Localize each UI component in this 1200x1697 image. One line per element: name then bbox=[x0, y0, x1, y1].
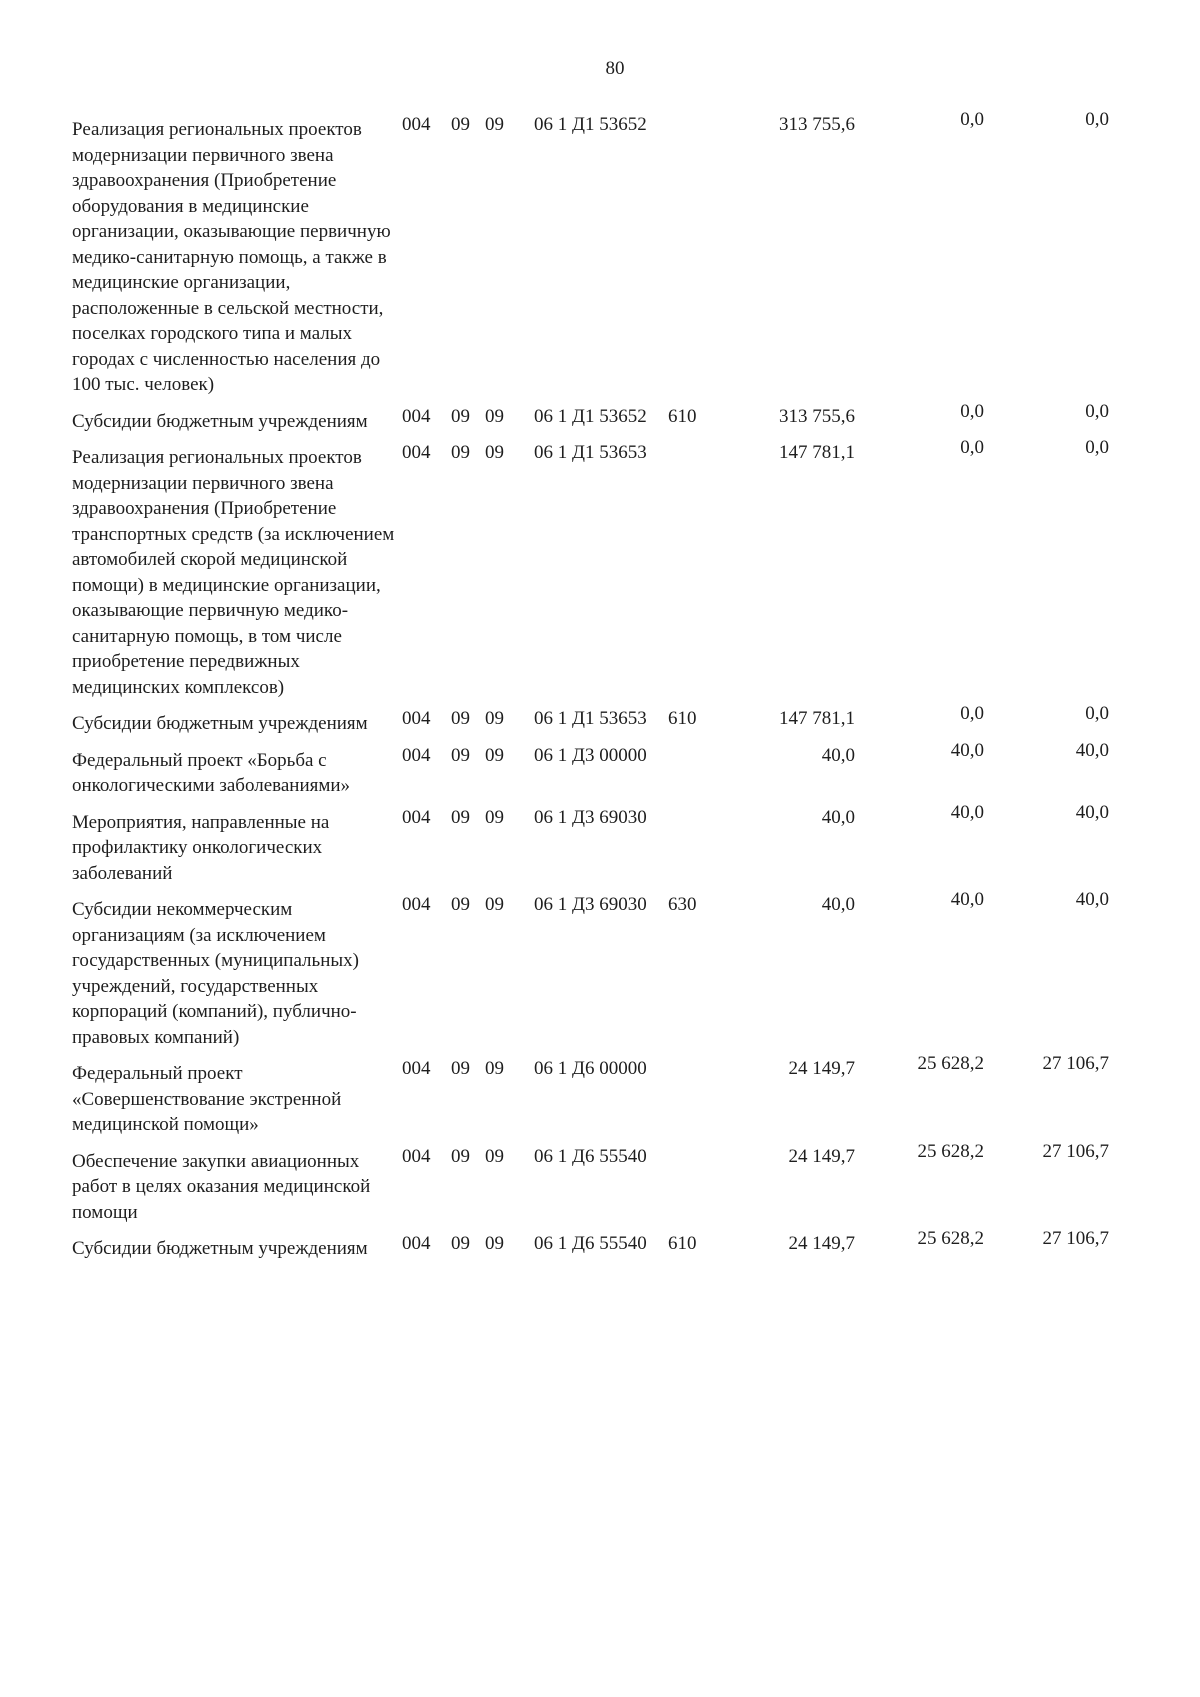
target-article-code: 06 1 Д6 55540 bbox=[534, 1233, 647, 1254]
ministry-code: 004 bbox=[402, 1145, 431, 1167]
table-row bbox=[72, 1056, 1162, 1144]
target-article-code: 06 1 Д1 53652 bbox=[534, 405, 647, 427]
ministry-code: 004 bbox=[402, 894, 431, 915]
section-code: 09 bbox=[451, 894, 470, 915]
subsection-code: 09 bbox=[485, 806, 504, 828]
target-article-code: 06 1 Д3 69030 bbox=[534, 806, 647, 828]
expense-type-code bbox=[668, 805, 724, 893]
section-code: 09 bbox=[451, 1058, 470, 1079]
amount-year-2: 0,0 bbox=[960, 109, 984, 130]
expense-type-code bbox=[668, 1144, 724, 1232]
subsection-code: 09 bbox=[485, 114, 504, 135]
target-article-code: 06 1 Д6 55540 bbox=[534, 1145, 647, 1167]
subsection-code: 09 bbox=[485, 1058, 504, 1079]
subsection-code: 09 bbox=[485, 405, 504, 427]
amount-year-3: 27 106,7 bbox=[1042, 1140, 1109, 1162]
amount-year-2: 0,0 bbox=[960, 400, 984, 422]
amount-year-2: 25 628,2 bbox=[917, 1140, 984, 1162]
expense-type-code bbox=[668, 440, 724, 706]
target-article-code: 06 1 Д1 53653 bbox=[534, 442, 647, 463]
amount-year-3: 27 106,7 bbox=[1042, 1053, 1109, 1074]
expense-type-code: 610 bbox=[668, 405, 697, 427]
ministry-code: 004 bbox=[402, 708, 431, 729]
section-code: 09 bbox=[451, 442, 470, 463]
amount-year-2: 25 628,2 bbox=[917, 1228, 984, 1249]
section-code: 09 bbox=[451, 405, 470, 427]
ministry-code: 004 bbox=[402, 1233, 431, 1254]
ministry-code: 004 bbox=[402, 744, 431, 766]
expense-type-code bbox=[668, 112, 724, 404]
ministry-code: 004 bbox=[402, 806, 431, 828]
row-description: Мероприятия, направленные на профилактику онкологических заболеваний bbox=[72, 811, 330, 884]
target-article-code: 06 1 Д6 00000 bbox=[534, 1058, 647, 1079]
row-description: Федеральный проект «Совершенствование экстренной медицинской помощи» bbox=[72, 1063, 342, 1135]
section-code: 09 bbox=[451, 114, 470, 135]
subsection-code: 09 bbox=[485, 894, 504, 915]
expense-type-code: 610 bbox=[668, 1233, 697, 1254]
row-description: Субсидии бюджетным учреждениям bbox=[72, 713, 368, 734]
row-description: Реализация региональных проектов модернизации первичного звена здравоохранения (Приобретение оборудования в медицинские организации, оказывающие первичную медико-санитарную помощь, а также в медицинские организации, расположенные в сельской местности, поселках городского типа и малых городах с численностью населения до 100 тыс. человек) bbox=[72, 119, 391, 395]
amount-year-1: 40,0 bbox=[821, 806, 855, 828]
row-description: Субсидии некоммерческим организациям (за исключением государственных (муниципальных) учреждений, государственных корпораций (компаний), публично-правовых компаний) bbox=[72, 899, 359, 1048]
amount-year-1: 313 755,6 bbox=[779, 114, 855, 135]
amount-year-3: 0,0 bbox=[1085, 703, 1109, 724]
budget-table-body bbox=[72, 109, 1162, 1268]
subsection-code: 09 bbox=[485, 1145, 504, 1167]
amount-year-1: 24 149,7 bbox=[788, 1233, 855, 1254]
ministry-code: 004 bbox=[402, 114, 431, 135]
section-code: 09 bbox=[451, 1145, 470, 1167]
row-description: Федеральный проект «Борьба с онкологическими заболеваниями» bbox=[72, 749, 351, 796]
row-description: Обеспечение закупки авиационных работ в целях оказания медицинской помощи bbox=[72, 1150, 371, 1223]
page-number: 80 bbox=[605, 58, 625, 79]
amount-year-2: 25 628,2 bbox=[917, 1053, 984, 1074]
amount-year-2: 40,0 bbox=[950, 739, 984, 761]
table-row bbox=[72, 892, 1162, 1056]
section-code: 09 bbox=[451, 1233, 470, 1254]
row-description: Субсидии бюджетным учреждениям bbox=[72, 410, 368, 432]
amount-year-3: 40,0 bbox=[1075, 801, 1109, 823]
amount-year-2: 40,0 bbox=[950, 889, 984, 910]
table-row bbox=[72, 805, 1162, 893]
amount-year-1: 147 781,1 bbox=[779, 442, 855, 463]
amount-year-1: 24 149,7 bbox=[788, 1145, 855, 1167]
subsection-code: 09 bbox=[485, 1233, 504, 1254]
row-description: Реализация региональных проектов модернизации первичного звена здравоохранения (Приобретение транспортных средств (за исключением автомобилей скорой медицинской помощи) в медицинские организации, оказывающие первичную медико-санитарную помощь, в том числе приобретение передвижных медицинских комплексов) bbox=[72, 447, 395, 698]
subsection-code: 09 bbox=[485, 442, 504, 463]
expense-type-code bbox=[668, 1056, 724, 1144]
target-article-code: 06 1 Д1 53653 bbox=[534, 708, 647, 729]
amount-year-2: 40,0 bbox=[950, 801, 984, 823]
target-article-code: 06 1 Д3 00000 bbox=[534, 744, 647, 766]
table-row bbox=[72, 440, 1162, 706]
section-code: 09 bbox=[451, 806, 470, 828]
ministry-code: 004 bbox=[402, 405, 431, 427]
table-row bbox=[72, 1144, 1162, 1232]
ministry-code: 004 bbox=[402, 442, 431, 463]
expense-type-code bbox=[668, 743, 724, 805]
amount-year-3: 0,0 bbox=[1085, 400, 1109, 422]
row-description: Субсидии бюджетным учреждениям bbox=[72, 1238, 368, 1259]
amount-year-3: 40,0 bbox=[1075, 889, 1109, 910]
amount-year-1: 40,0 bbox=[821, 744, 855, 766]
section-code: 09 bbox=[451, 708, 470, 729]
amount-year-1: 147 781,1 bbox=[779, 708, 855, 729]
amount-year-2: 0,0 bbox=[960, 437, 984, 458]
amount-year-1: 24 149,7 bbox=[788, 1058, 855, 1079]
table-row bbox=[72, 743, 1162, 805]
amount-year-1: 40,0 bbox=[821, 894, 855, 915]
expense-type-code: 610 bbox=[668, 708, 697, 729]
target-article-code: 06 1 Д1 53652 bbox=[534, 114, 647, 135]
subsection-code: 09 bbox=[485, 708, 504, 729]
amount-year-3: 27 106,7 bbox=[1042, 1228, 1109, 1249]
ministry-code: 004 bbox=[402, 1058, 431, 1079]
table-row bbox=[72, 1231, 1162, 1268]
amount-year-3: 0,0 bbox=[1085, 437, 1109, 458]
target-article-code: 06 1 Д3 69030 bbox=[534, 894, 647, 915]
budget-table bbox=[72, 109, 1162, 1268]
subsection-code: 09 bbox=[485, 744, 504, 766]
amount-year-1: 313 755,6 bbox=[779, 405, 855, 427]
amount-year-3: 0,0 bbox=[1085, 109, 1109, 130]
expense-type-code: 630 bbox=[668, 894, 697, 915]
amount-year-3: 40,0 bbox=[1075, 739, 1109, 761]
section-code: 09 bbox=[451, 744, 470, 766]
amount-year-2: 0,0 bbox=[960, 703, 984, 724]
table-row bbox=[72, 112, 1162, 404]
